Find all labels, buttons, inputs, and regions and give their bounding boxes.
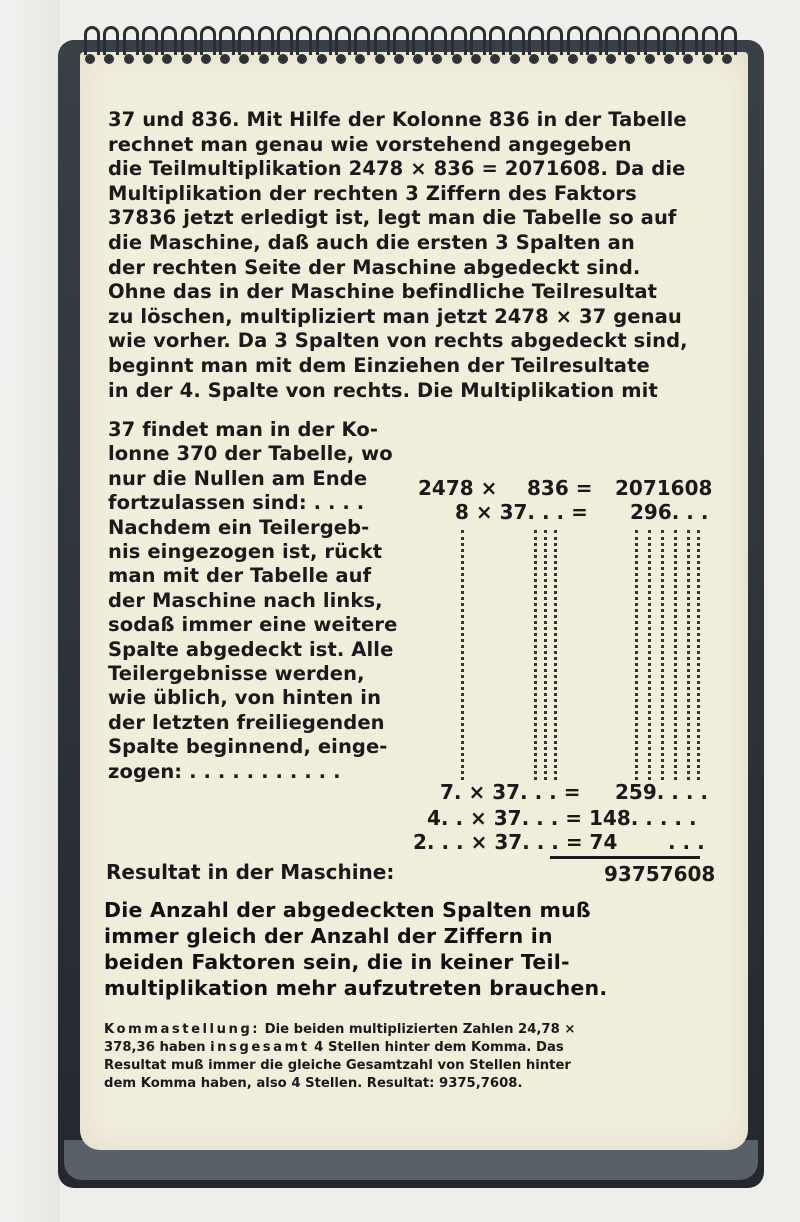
- spiral-coil: [258, 26, 270, 66]
- left-column-line: sodaß immer eine weitere: [108, 613, 398, 637]
- spiral-coil: [142, 26, 154, 66]
- spiral-coil: [277, 26, 289, 66]
- spiral-coil: [663, 26, 675, 66]
- paragraph-line: in der 4. Spalte von rechts. Die Multiplikation mit: [108, 378, 658, 402]
- left-column-line: der letzten freiliegenden: [108, 710, 385, 734]
- calc-row3-right: 259. . . .: [615, 780, 709, 804]
- calc-row1-right: 2071608: [615, 476, 713, 500]
- left-column-line: Spalte beginnend, einge-: [108, 735, 388, 759]
- paragraph-line: die Teilmultiplikation 2478 × 836 = 2071608. Da die: [108, 157, 686, 181]
- left-column-line: Teilergebnisse werden,: [108, 662, 365, 685]
- bold-statement-line: immer gleich der Anzahl der Ziffern in: [104, 924, 553, 948]
- spiral-coil: [721, 26, 733, 66]
- komma-heading: Kommastellung:: [104, 1022, 261, 1037]
- paragraph-line: rechnet man genau wie vorstehend angegeben: [108, 132, 632, 156]
- paragraph-line: die Maschine, daß auch die ersten 3 Spalten an: [108, 231, 635, 254]
- left-column-line: Nachdem ein Teilergeb-: [108, 515, 370, 539]
- paragraph-line: Multiplikation der rechten 3 Ziffern des Faktors: [108, 181, 637, 205]
- scan-background: [0, 0, 60, 1222]
- spiral-coil: [84, 26, 96, 66]
- spiral-coil: [123, 26, 135, 66]
- left-column-line: 37 findet man in der Ko-: [108, 418, 379, 441]
- paragraph-line: der rechten Seite der Maschine abgedeckt sind.: [108, 255, 641, 279]
- spiral-coil: [702, 26, 714, 66]
- spiral-coil: [644, 26, 656, 66]
- paragraph-line: beginnt man mit dem Einziehen der Teilresultate: [108, 354, 650, 377]
- komma-line2b: insgesamt: [210, 1040, 310, 1055]
- spiral-coil: [354, 26, 366, 66]
- spiral-coil: [219, 26, 231, 66]
- komma-line4: dem Komma haben, also 4 Stellen. Resultat: 9375,7608.: [104, 1076, 523, 1091]
- paragraph-line: wie vorher. Da 3 Spalten von rechts abgedeckt sind,: [108, 329, 688, 353]
- spiral-coil: [393, 26, 405, 66]
- spiral-coil: [624, 26, 636, 66]
- dotted-column: [697, 530, 702, 780]
- left-column-line: zogen: . . . . . . . . . . .: [108, 759, 341, 783]
- bold-statement-line: Die Anzahl der abgedeckten Spalten muß: [104, 898, 591, 922]
- calc-row5-right: . . .: [668, 830, 705, 854]
- komma-line2c: 4 Stellen hinter dem Komma. Das: [314, 1040, 564, 1055]
- spiral-coil: [567, 26, 579, 66]
- spiral-coil: [586, 26, 598, 66]
- spiral-coil: [103, 26, 115, 66]
- spiral-coil: [509, 26, 521, 66]
- spiral-coil: [412, 26, 424, 66]
- left-column-line: wie üblich, von hinten in: [108, 686, 382, 710]
- spiral-coil: [528, 26, 540, 66]
- spiral-coil: [547, 26, 559, 66]
- calc-row4: 4. . × 37. . . = 148. . . . .: [427, 806, 697, 830]
- spiral-coil: [431, 26, 443, 66]
- dotted-column: [661, 530, 666, 780]
- spiral-coil: [335, 26, 347, 66]
- result-value: 93757608: [604, 862, 716, 886]
- spiral-coil: [316, 26, 328, 66]
- komma-line1: Die beiden multiplizierten Zahlen 24,78 ×: [264, 1022, 576, 1037]
- dotted-column: [674, 530, 679, 780]
- spiral-coil: [181, 26, 193, 66]
- calc-row2-right: 296. . .: [630, 500, 709, 524]
- sum-rule: [550, 856, 700, 859]
- komma-line3: Resultat muß immer die gleiche Gesamtzahl von Stellen hinter: [104, 1058, 571, 1073]
- calc-row2-left: 8 × 37. . . =: [455, 500, 588, 524]
- calc-row1-mid: 836 =: [527, 476, 593, 500]
- left-column-line: man mit der Tabelle auf: [108, 564, 372, 588]
- bold-statement-line: beiden Faktoren sein, die in keiner Teil-: [104, 950, 570, 974]
- spiral-coil: [489, 26, 501, 66]
- left-column-line: Spalte abgedeckt ist. Alle: [108, 637, 394, 661]
- left-column-line: lonne 370 der Tabelle, wo: [108, 442, 393, 466]
- spiral-coil: [605, 26, 617, 66]
- calc-row3-left: 7. × 37. . . =: [440, 780, 581, 804]
- dotted-column: [687, 530, 692, 780]
- bold-statement-line: multiplikation mehr aufzutreten brauchen.: [104, 976, 608, 1000]
- spiral-coil: [451, 26, 463, 66]
- paragraph-line: zu löschen, multipliziert man jetzt 2478 × 37 genau: [108, 304, 682, 328]
- calc-row1-left: 2478 ×: [418, 476, 498, 500]
- paragraph-line: 37836 jetzt erledigt ist, legt man die Tabelle so auf: [108, 206, 677, 230]
- left-column-line: nur die Nullen am Ende: [108, 466, 368, 490]
- spiral-coil: [470, 26, 482, 66]
- calc-row5-left: 2. . . × 37. . . = 74: [413, 830, 618, 854]
- left-column-line: der Maschine nach links,: [108, 588, 383, 612]
- komma-line2a: 378,36 haben: [104, 1040, 206, 1055]
- dotted-column: [534, 530, 539, 780]
- spiral-coil: [682, 26, 694, 66]
- spiral-coil: [161, 26, 173, 66]
- dotted-column: [635, 530, 640, 780]
- spiral-coil: [238, 26, 250, 66]
- left-column-line: nis eingezogen ist, rückt: [108, 540, 383, 563]
- dotted-column: [648, 530, 653, 780]
- paragraph-line: 37 und 836. Mit Hilfe der Kolonne 836 in der Tabelle: [108, 108, 687, 131]
- paragraph-line: Ohne das in der Maschine befindliche Teilresultat: [108, 280, 658, 304]
- dotted-column: [554, 530, 559, 780]
- dotted-column: [461, 530, 466, 780]
- spiral-binding: [84, 26, 744, 70]
- spiral-coil: [296, 26, 308, 66]
- spiral-coil: [374, 26, 386, 66]
- dotted-column: [544, 530, 549, 780]
- spiral-coil: [200, 26, 212, 66]
- left-column-line: fortzulassen sind: . . . .: [108, 491, 365, 515]
- result-label: Resultat in der Maschine:: [106, 860, 395, 884]
